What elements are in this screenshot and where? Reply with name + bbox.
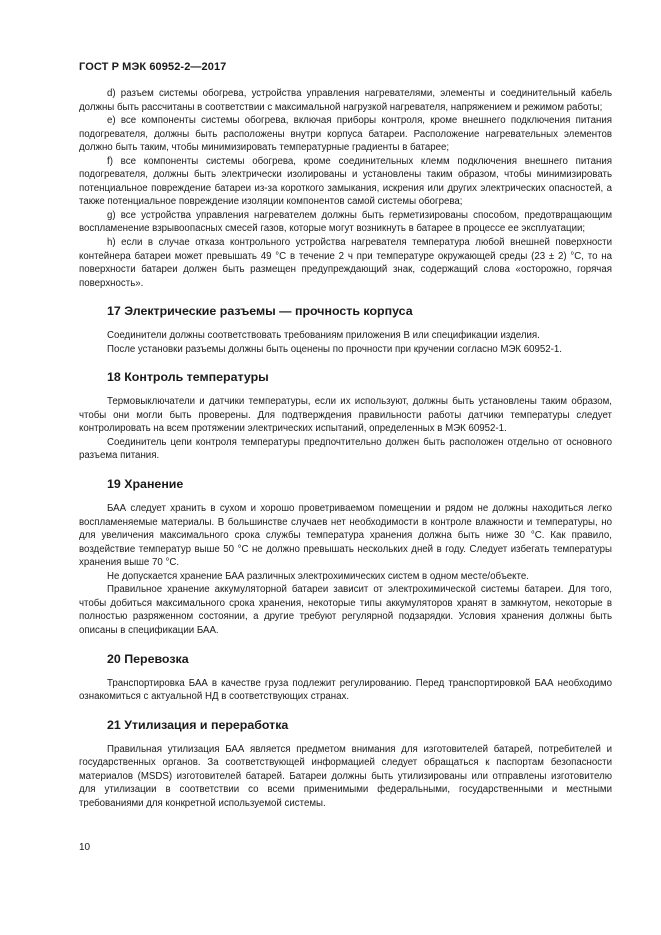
paragraph: Не допускается хранение БАА различных электрохимических систем в одном месте/объекте. <box>107 570 529 582</box>
section-17 <box>79 303 612 356</box>
document-header-code: ГОСТ Р МЭК 60952-2—2017 <box>79 61 227 73</box>
section-21 <box>79 717 612 811</box>
section-heading: 19 Хранение <box>107 477 184 492</box>
paragraph: Транспортировка БАА в качестве груза подлежит регулированию. Перед транспортировкой БАА необходимо ознакомиться с актуальной НД в соответствующих странах. <box>79 677 612 703</box>
list-item: e) все компоненты системы обогрева, включая приборы контроля, кроме внешнего подключения питания подогревателя, должны быть расположены внутри корпуса батареи. Расположение нагревательных элементов должно быть таким, чтобы минимизировать температурные градиенты в батарее; <box>79 115 612 154</box>
section-heading: 17 Электрические разъемы — прочность корпуса <box>107 304 413 319</box>
paragraph: БАА следует хранить в сухом и хорошо проветриваемом помещении и рядом не должны находиться легко воспламеняемые материалы. В большинстве случаев нет необходимости в контроле влажности и температуры, но для увеличения максимального срока службы температура хранения должна быть ниже 30 °С. Как правило, воздействие температур выше 50 °С не должно превышать нескольких дней в году. Следует избегать температуры хранения выше 70 °С. <box>79 503 612 569</box>
intro-list <box>79 87 612 290</box>
paragraph: Правильная утилизация БАА является предметом внимания для изготовителей батарей, потребителей и государственных органов. За соответствующей информацией следует обращаться к паспортам безопасности материалов (MSDS) изготовителей батарей. Батареи должны быть утилизированы или отправлены изготовителю для утилизации в соответствии со всеми применимыми федеральными, государственными и местными требованиями для конкретной используемой системы. <box>79 743 612 809</box>
list-item: g) все устройства управления нагревателем должны быть герметизированы способом, предотвращающим воспламенение взрывоопасных смесей газов, которые могут возникнуть в батарее в процессе ее эксплуатации; <box>79 209 612 235</box>
section-18 <box>79 369 612 463</box>
paragraph: Правильное хранение аккумуляторной батареи зависит от электрохимической системы батареи. Для того, чтобы добиться максимального срока хранения, некоторые типы аккумуляторов хранят в замкнутом, некоторые в полностью разряженном состоянии, а другие требуют регулярной подзарядки. Условия хранения должны быть описаны в спецификации БАА. <box>79 584 612 636</box>
document-body <box>79 87 612 810</box>
section-heading: 21 Утилизация и переработка <box>107 717 289 732</box>
section-19 <box>79 476 612 637</box>
list-item: h) если в случае отказа контрольного устройства нагревателя температура любой внешней поверхности контейнера батареи может превышать 49 °С в течение 2 ч при температуре окружающей среды (23 ± 2) °С, то на поверхности батареи должен быть размещен предупреждающий знак, содержащий слова «осторожно, горячая поверхность». <box>79 237 612 289</box>
paragraph: Соединители должны соответствовать требованиям приложения В или спецификации изделия. <box>107 330 540 342</box>
section-heading: 20 Перевозка <box>107 651 189 666</box>
list-item: d) разъем системы обогрева, устройства управления нагревателями, элементы и соединительный кабель должны быть рассчитаны в соответствии с максимальной нагрузкой нагревателя, напряжением и режимом работы; <box>79 88 612 113</box>
section-heading: 18 Контроль температуры <box>107 370 269 385</box>
paragraph: После установки разъемы должны быть оценены по прочности при кручении согласно МЭК 60952-1. <box>107 343 562 355</box>
list-item: f) все компоненты системы обогрева, кроме соединительных клемм подключения внешнего питания подогревателя, должны быть электрически изолированы и установлены таким образом, чтобы минимизировать потенциальное повреждение батареи из-за короткого замыкания, искрения или других электрических опасностей, а также потенциальное повреждение изоляции компонентов самой системы обогрева; <box>79 155 612 208</box>
paragraph: Соединитель цепи контроля температуры предпочтительно должен быть расположен отдельно от основного разъема питания. <box>79 436 612 462</box>
page-number: 10 <box>79 842 91 853</box>
paragraph: Термовыключатели и датчики температуры, если их используют, должны быть установлены таким образом, чтобы они могли быть проверены. Для подтверждения правильности работы датчики температуры следует контролировать на всем протяжении электрических испытаний, определенных в МЭК 60952-1. <box>79 396 612 435</box>
section-20 <box>79 651 612 704</box>
